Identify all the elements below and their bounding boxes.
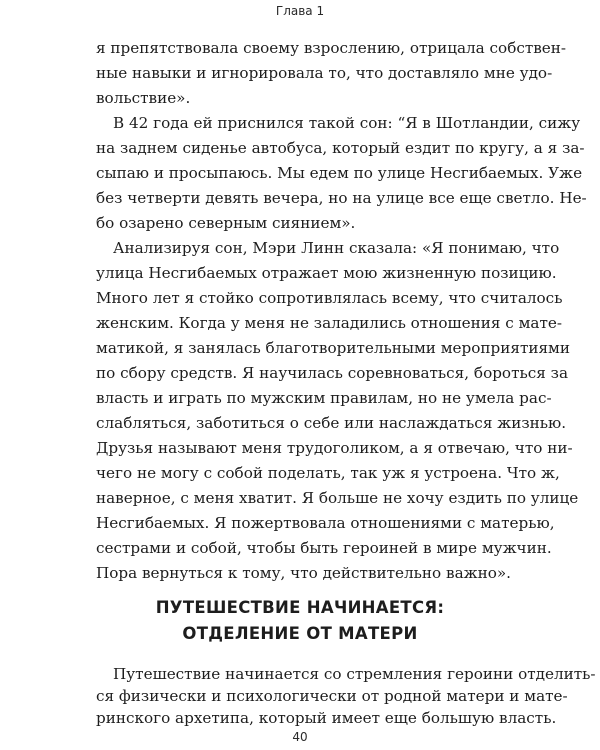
text-line: власть и играть по мужским правилам, но не умела рас- [96, 389, 552, 407]
text-line: матикой, я занялась благотворительными мероприятиями [96, 339, 570, 357]
text-line: на заднем сиденье автобуса, который ездит по кругу, а я за- [96, 139, 585, 157]
text-line: женским. Когда у меня не заладились отношения с мате- [96, 314, 562, 332]
text-line: В 42 года ей приснился такой сон: “Я в Шотландии, сижу [113, 114, 581, 132]
running-head-chapter: Глава 1 [275, 4, 325, 18]
text-line: ся физически и психологически от родной матери и мате- [96, 687, 568, 705]
text-line: слабляться, заботиться о себе или наслаждаться жизнью. [96, 414, 567, 432]
text-line: Пора вернуться к тому, что действительно важно». [96, 564, 511, 582]
section-heading-line-1: ПУТЕШЕСТВИЕ НАЧИНАЕТСЯ: [155, 598, 445, 617]
text-line: сестрами и собой, чтобы быть героиней в мире мужчин. [96, 539, 552, 557]
text-line: Несгибаемых. Я пожертвовала отношениями с матерью, [96, 514, 555, 532]
section-heading-line-2: ОТДЕЛЕНИЕ ОТ МАТЕРИ [182, 624, 418, 643]
text-line: Путешествие начинается со стремления героини отделить- [113, 665, 596, 683]
text-line: Друзья называют меня трудоголиком, а я отвечаю, что ни- [96, 439, 573, 457]
text-line: по сбору средств. Я научилась соревноваться, бороться за [96, 364, 568, 382]
text-line: ные навыки и игнорировала то, что доставляло мне удо- [96, 64, 553, 82]
text-line: бо озарено северным сиянием». [96, 214, 356, 232]
text-line: без четверти девять вечера, но на улице все еще светло. Не- [96, 189, 587, 207]
text-line: вольствие». [96, 89, 191, 107]
text-line: Анализируя сон, Мэри Линн сказала: «Я понимаю, что [113, 239, 560, 257]
text-line: чего не могу с собой поделать, так уж я устроена. Что ж, [96, 464, 560, 482]
text-line: улица Несгибаемых отражает мою жизненную позицию. [96, 264, 557, 282]
page-number: 40 [292, 730, 308, 744]
text-line: наверное, с меня хватит. Я больше не хочу ездить по улице [96, 489, 579, 507]
text-line: сыпаю и просыпаюсь. Мы едем по улице Несгибаемых. Уже [96, 164, 583, 182]
text-line: Много лет я стойко сопротивлялась всему, что считалось [96, 289, 563, 307]
text-line: я препятствовала своему взрослению, отрицала собствен- [96, 39, 567, 57]
text-line: ринского архетипа, который имеет еще большую власть. [96, 709, 557, 727]
